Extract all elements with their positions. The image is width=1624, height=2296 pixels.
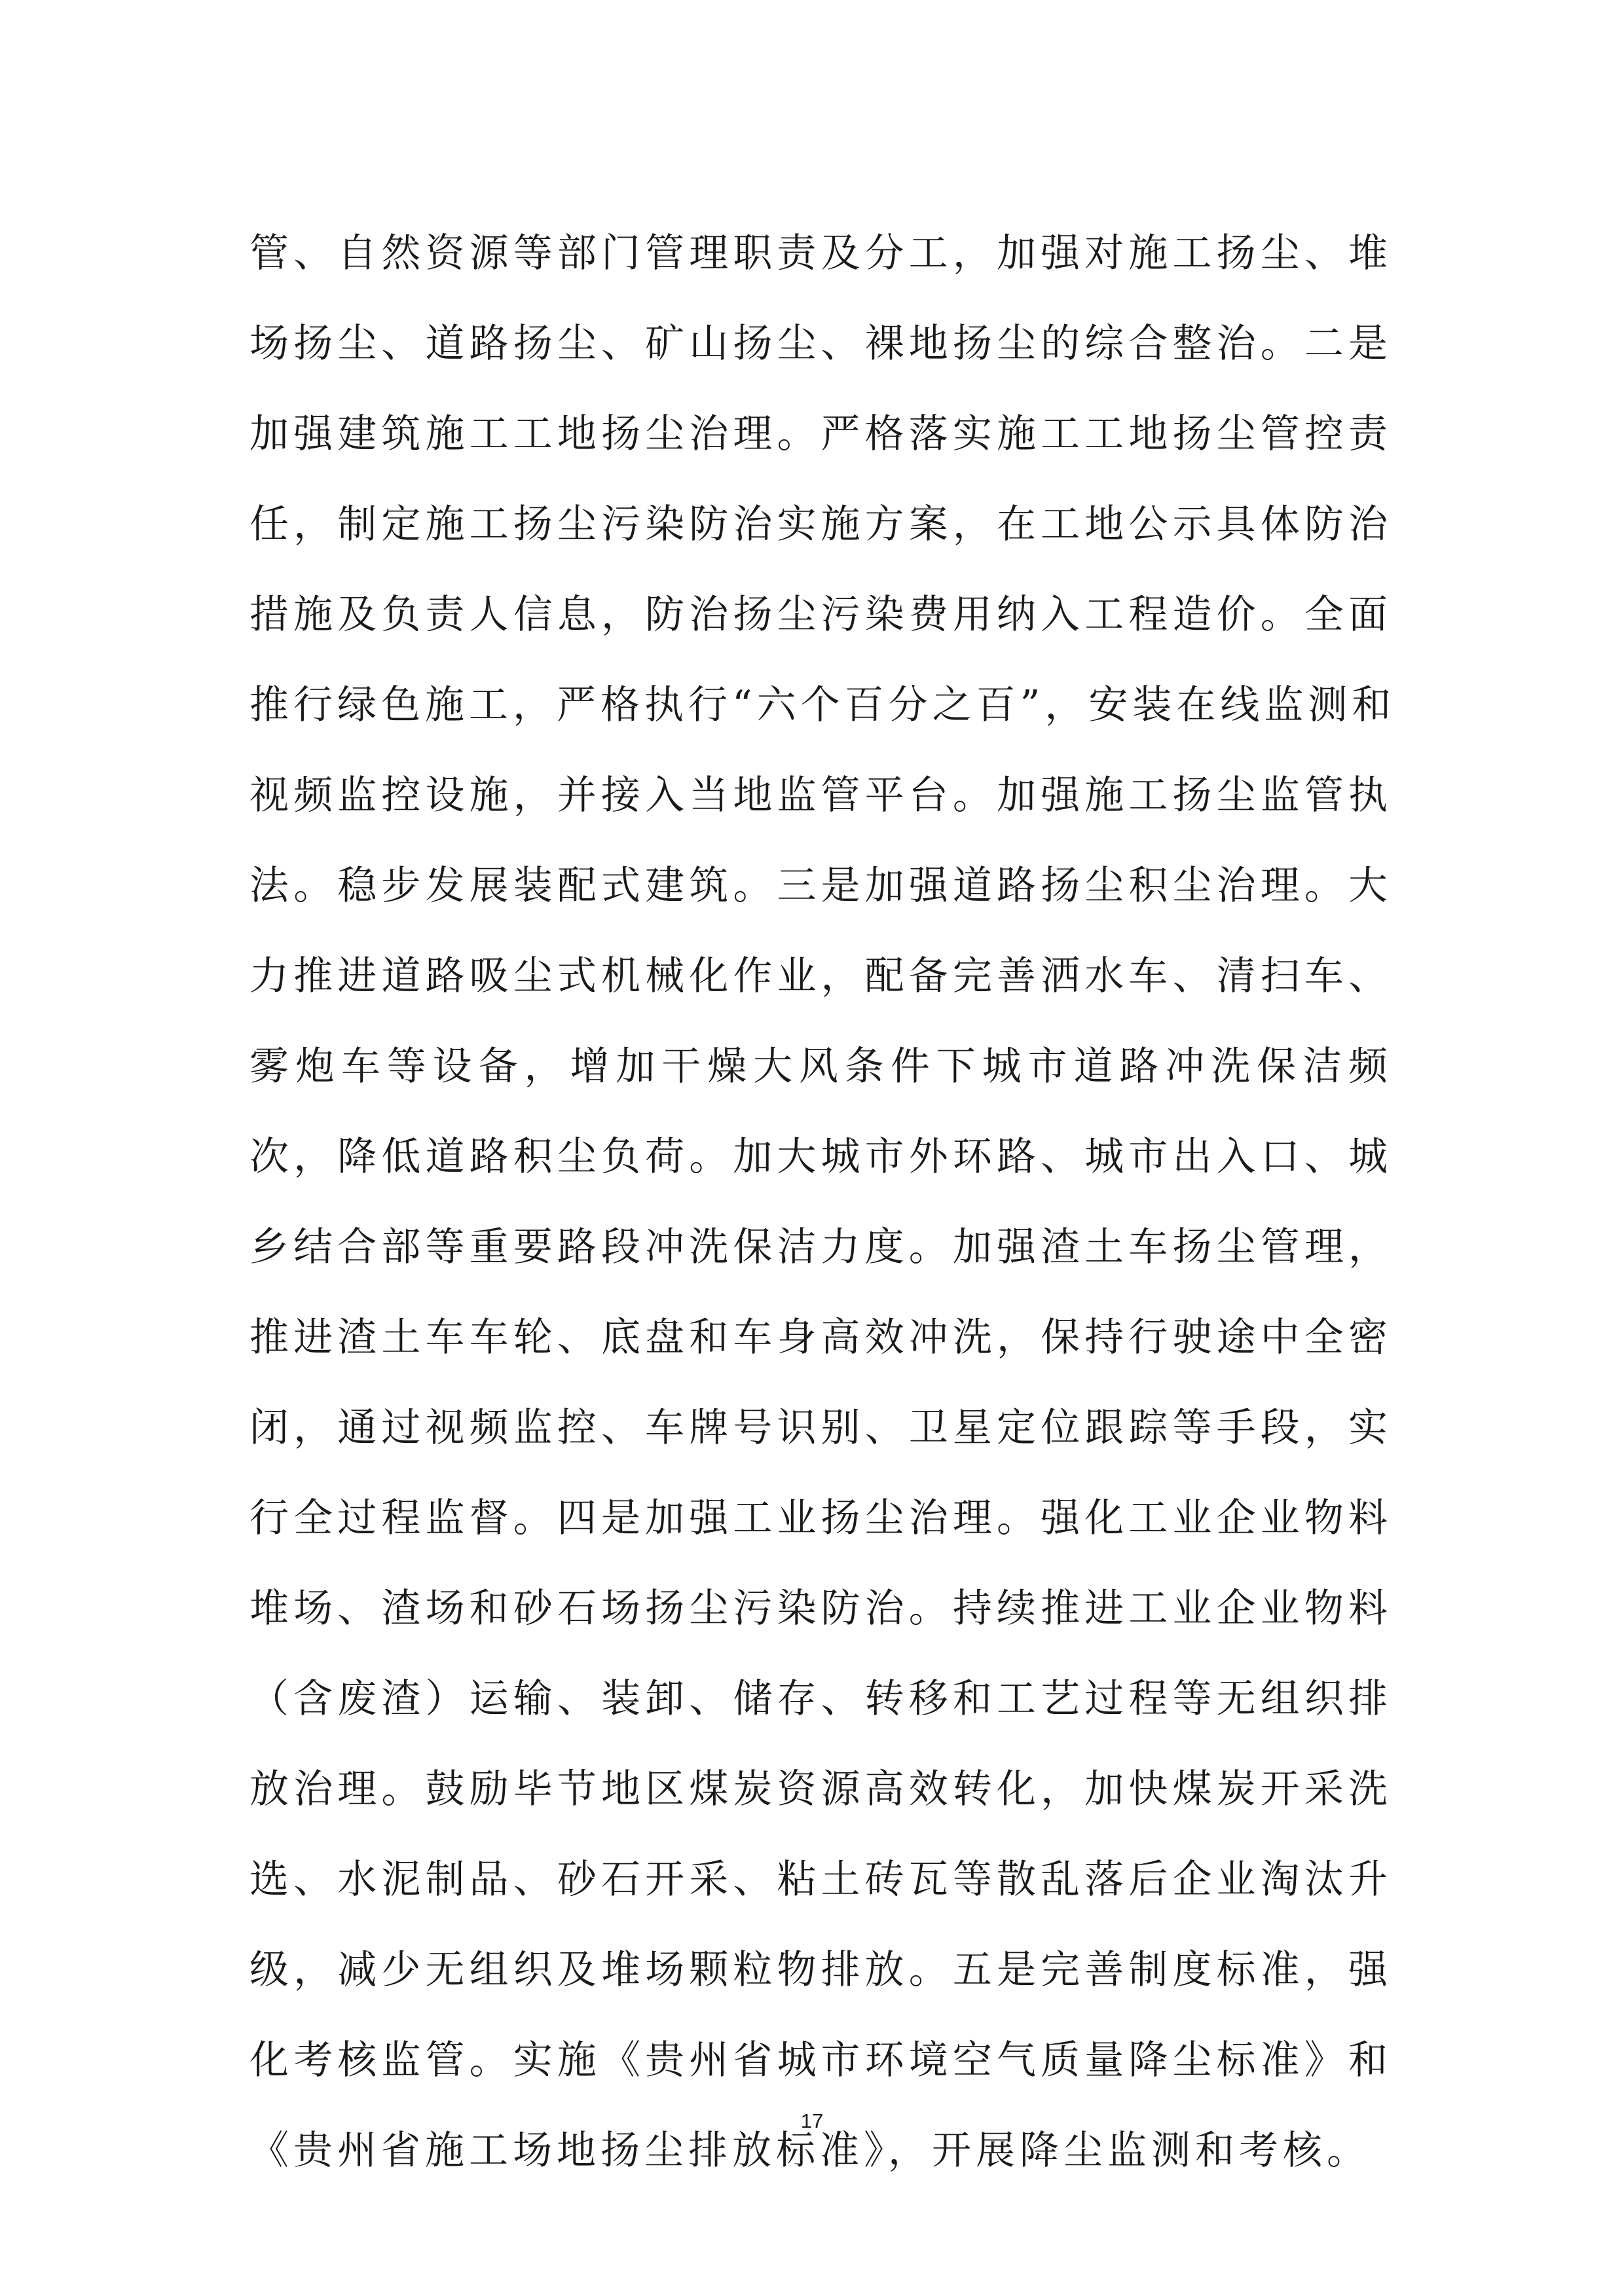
- text-line: 选、水泥制品、砂石开采、粘土砖瓦等散乱落后企业淘汰升: [249, 1857, 1392, 1903]
- text-line: 化考核监管。实施《贵州省城市环境空气质量降尘标准》和: [249, 2037, 1392, 2083]
- text-line: 场扬尘、道路扬尘、矿山扬尘、裸地扬尘的综合整治。二是: [249, 321, 1392, 367]
- text-line: 行全过程监督。四是加强工业扬尘治理。强化工业企业物料: [249, 1495, 1392, 1541]
- text-line: 措施及负责人信息，防治扬尘污染费用纳入工程造价。全面: [249, 592, 1392, 638]
- text-line: 放治理。鼓励毕节地区煤炭资源高效转化，加快煤炭开采洗: [249, 1766, 1392, 1812]
- text-line: 力推进道路吸尘式机械化作业，配备完善洒水车、清扫车、: [249, 953, 1392, 999]
- page-number: 17: [800, 2109, 824, 2132]
- text-line: 堆场、渣场和砂石场扬尘污染防治。持续推进工业企业物料: [249, 1586, 1392, 1631]
- text-line: 级，减少无组织及堆场颗粒物排放。五是完善制度标准，强: [249, 1947, 1392, 1993]
- body-text: [249, 208, 1396, 2196]
- text-line: 雾炮车等设备，增加干燥大风条件下城市道路冲洗保洁频: [249, 1044, 1392, 1089]
- text-line: （含废渣）运输、装卸、储存、转移和工艺过程等无组织排: [249, 1676, 1392, 1722]
- text-line: 推行绿色施工，严格执行“六个百分之百”，安装在线监测和: [249, 682, 1396, 728]
- text-line: 视频监控设施，并接入当地监管平台。加强施工扬尘监管执: [249, 773, 1392, 818]
- text-line: 推进渣土车车轮、底盘和车身高效冲洗，保持行驶途中全密: [249, 1315, 1392, 1360]
- text-line: 《贵州省施工场地扬尘排放标准》，开展降尘监测和考核。: [249, 2128, 1371, 2174]
- text-line: 法。稳步发展装配式建筑。三是加强道路扬尘积尘治理。大: [249, 863, 1392, 909]
- text-line: 任，制定施工扬尘污染防治实施方案，在工地公示具体防治: [249, 501, 1392, 547]
- text-line: 加强建筑施工工地扬尘治理。严格落实施工工地扬尘管控责: [249, 411, 1392, 457]
- text-line: 管、自然资源等部门管理职责及分工，加强对施工扬尘、堆: [249, 230, 1392, 276]
- text-line: 闭，通过视频监控、车牌号识别、卫星定位跟踪等手段，实: [249, 1405, 1392, 1451]
- text-line: 乡结合部等重要路段冲洗保洁力度。加强渣土车扬尘管理，: [249, 1224, 1392, 1270]
- text-line: 次，降低道路积尘负荷。加大城市外环路、城市出入口、城: [249, 1134, 1392, 1180]
